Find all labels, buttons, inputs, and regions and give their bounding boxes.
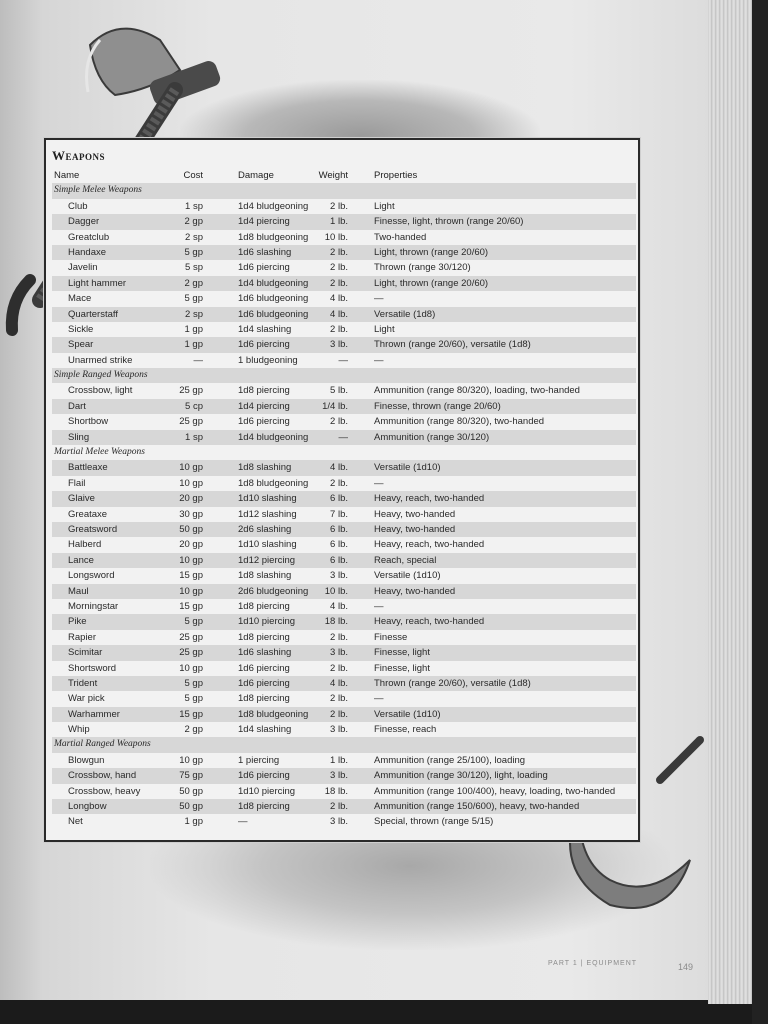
cell-damage: 1d12 piercing (238, 554, 296, 566)
table-row (52, 245, 636, 260)
category-label: Simple Melee Weapons (54, 185, 142, 196)
cell-cost: 25 gp (179, 631, 203, 643)
cell-cost: 5 gp (184, 293, 203, 305)
category-label: Martial Ranged Weapons (54, 739, 151, 750)
table-row (52, 260, 636, 275)
cell-damage: 1d4 bludgeoning (238, 277, 309, 289)
header-name: Name (54, 170, 80, 181)
cell-weight: 2 lb. (330, 277, 348, 289)
table-row (52, 199, 636, 214)
cell-cost: 10 gp (179, 477, 203, 489)
cell-name: Greatclub (68, 231, 110, 243)
cell-weight: 4 lb. (330, 677, 348, 689)
cell-weight: 3 lb. (330, 770, 348, 782)
cell-weight: 18 lb. (324, 616, 348, 628)
cell-properties: Ammunition (range 25/100), loading (374, 754, 526, 766)
cell-properties: Ammunition (range 30/120), light, loading (374, 770, 548, 782)
cell-damage: 1d4 slashing (238, 323, 292, 335)
cell-name: Longbow (68, 801, 107, 813)
cell-cost: 1 gp (184, 816, 203, 828)
cell-properties: Heavy, two-handed (374, 585, 456, 597)
footer-section-label: PART 1 | EQUIPMENT (548, 960, 638, 967)
cell-damage: 1d8 piercing (238, 600, 290, 612)
cell-name: Greataxe (68, 508, 108, 520)
cell-cost: 15 gp (179, 600, 203, 612)
book-spine-shadow (752, 0, 768, 1024)
header-properties: Properties (374, 170, 418, 181)
cell-properties: Heavy, reach, two-handed (374, 493, 485, 505)
cell-damage: 1d6 bludgeoning (238, 293, 309, 305)
cell-name: Mace (68, 293, 92, 305)
cell-damage: 1d4 piercing (238, 400, 290, 412)
cell-name: Pike (68, 616, 87, 628)
cell-damage: 1d8 slashing (238, 570, 292, 582)
table-row (52, 491, 636, 506)
cell-cost: 30 gp (179, 508, 203, 520)
cell-name: Shortbow (68, 416, 109, 428)
cell-damage: 1d8 slashing (238, 462, 292, 474)
weapons-table-panel (44, 138, 640, 842)
cell-weight: 3 lb. (330, 339, 348, 351)
page-number: 149 (678, 962, 694, 972)
cell-name: Greatsword (68, 523, 118, 535)
cell-damage: 1d8 bludgeoning (238, 477, 309, 489)
cell-weight: 2 lb. (330, 323, 348, 335)
cell-weight: 10 lb. (324, 231, 348, 243)
cell-damage: 1d8 bludgeoning (238, 708, 309, 720)
table-header-row (52, 168, 636, 183)
cell-weight: 2 lb. (330, 662, 348, 674)
cell-weight: 6 lb. (330, 523, 348, 535)
cell-cost: 75 gp (179, 770, 203, 782)
table-row (52, 768, 636, 783)
cell-weight: 3 lb. (330, 724, 348, 736)
cell-damage: 1d8 piercing (238, 631, 290, 643)
cell-damage: 1 bludgeoning (238, 354, 298, 366)
cell-damage: 1 piercing (238, 754, 280, 766)
cell-name: Dagger (68, 216, 100, 228)
cell-damage: — (238, 816, 248, 828)
table-row (52, 584, 636, 599)
cell-cost: 20 gp (179, 539, 203, 551)
table-row (52, 214, 636, 229)
cell-cost: 1 sp (185, 200, 203, 212)
cell-properties: Two-handed (374, 231, 427, 243)
cell-properties: Versatile (1d10) (374, 462, 441, 474)
cell-damage: 1d4 piercing (238, 216, 290, 228)
cell-cost: 20 gp (179, 493, 203, 505)
cell-cost: 5 cp (185, 400, 203, 412)
cell-cost: 50 gp (179, 523, 203, 535)
cell-properties: Heavy, two-handed (374, 508, 456, 520)
cell-damage: 1d6 slashing (238, 647, 292, 659)
category-row (52, 445, 636, 460)
table-row (52, 353, 636, 368)
table-row (52, 722, 636, 737)
cell-cost: 15 gp (179, 708, 203, 720)
table-row (52, 476, 636, 491)
cell-weight: 2 lb. (330, 477, 348, 489)
header-cost: Cost (183, 170, 203, 181)
cell-damage: 1d8 piercing (238, 385, 290, 397)
cell-cost: 25 gp (179, 416, 203, 428)
cell-damage: 1d10 slashing (238, 493, 297, 505)
cell-name: Sickle (68, 323, 94, 335)
cell-cost: 5 sp (185, 262, 203, 274)
table-row (52, 460, 636, 475)
cell-properties: Light (374, 323, 395, 335)
cell-properties: Heavy, two-handed (374, 523, 456, 535)
cell-weight: 2 lb. (330, 631, 348, 643)
cell-cost: 2 sp (185, 308, 203, 320)
table-row (52, 307, 636, 322)
cell-cost: 1 gp (184, 339, 203, 351)
cell-name: Longsword (68, 570, 115, 582)
cell-damage: 1d6 piercing (238, 770, 290, 782)
cell-cost: 1 gp (184, 323, 203, 335)
cell-properties: Ammunition (range 30/120) (374, 431, 490, 443)
category-label: Simple Ranged Weapons (54, 370, 148, 381)
cell-cost: 50 gp (179, 801, 203, 813)
cell-properties: Reach, special (374, 554, 437, 566)
cell-properties: — (374, 600, 384, 612)
table-row (52, 230, 636, 245)
cell-cost: — (193, 354, 203, 366)
cell-weight: 2 lb. (330, 801, 348, 813)
cell-name: Spear (68, 339, 94, 351)
cell-damage: 1d4 slashing (238, 724, 292, 736)
cell-cost: 25 gp (179, 385, 203, 397)
cell-properties: Finesse, light, thrown (range 20/60) (374, 216, 524, 228)
cell-weight: 7 lb. (330, 508, 348, 520)
cell-damage: 1d8 piercing (238, 693, 290, 705)
cell-properties: Finesse, thrown (range 20/60) (374, 400, 501, 412)
cell-name: Morningstar (68, 600, 119, 612)
cell-name: Shortsword (68, 662, 117, 674)
cell-weight: 2 lb. (330, 708, 348, 720)
cell-name: Club (68, 200, 88, 212)
cell-properties: Light, thrown (range 20/60) (374, 277, 489, 289)
cell-name: Unarmed strike (68, 354, 133, 366)
cell-properties: Ammunition (range 100/400), heavy, loading, two-handed (374, 785, 616, 797)
category-label: Martial Melee Weapons (54, 447, 145, 458)
cell-name: Maul (68, 585, 89, 597)
cell-properties: Finesse, light (374, 647, 430, 659)
cell-damage: 1d6 piercing (238, 662, 290, 674)
table-row (52, 276, 636, 291)
cell-name: Blowgun (68, 754, 105, 766)
cell-name: Handaxe (68, 246, 107, 258)
cell-damage: 2d6 bludgeoning (238, 585, 309, 597)
table-row (52, 383, 636, 398)
cell-cost: 25 gp (179, 647, 203, 659)
cell-weight: 2 lb. (330, 693, 348, 705)
cell-cost: 2 sp (185, 231, 203, 243)
table-row (52, 784, 636, 799)
cell-damage: 1d6 piercing (238, 416, 290, 428)
table-row (52, 814, 636, 829)
cell-properties: Light (374, 200, 395, 212)
header-weight: Weight (318, 170, 348, 181)
table-row (52, 614, 636, 629)
cell-properties: Special, thrown (range 5/15) (374, 816, 494, 828)
cell-damage: 1d4 bludgeoning (238, 431, 309, 443)
cell-damage: 1d6 slashing (238, 246, 292, 258)
table-title: Weapons (52, 148, 106, 163)
cell-weight: 2 lb. (330, 416, 348, 428)
cell-damage: 2d6 slashing (238, 523, 292, 535)
cell-weight: 2 lb. (330, 246, 348, 258)
cell-cost: 5 gp (184, 246, 203, 258)
cell-cost: 10 gp (179, 662, 203, 674)
cell-damage: 1d12 slashing (238, 508, 297, 520)
table-row (52, 553, 636, 568)
cell-cost: 5 gp (184, 616, 203, 628)
cell-damage: 1d10 piercing (238, 785, 296, 797)
table-row (52, 661, 636, 676)
cell-properties: Versatile (1d10) (374, 708, 441, 720)
cell-name: Trident (68, 677, 98, 689)
cell-damage: 1d6 bludgeoning (238, 308, 309, 320)
category-row (52, 368, 636, 383)
header-damage: Damage (238, 170, 274, 181)
cell-weight: 1 lb. (330, 754, 348, 766)
table-row (52, 707, 636, 722)
cell-name: Lance (68, 554, 94, 566)
table-row (52, 507, 636, 522)
cell-properties: Thrown (range 20/60), versatile (1d8) (374, 339, 531, 351)
cell-properties: — (374, 693, 384, 705)
cell-properties: Light, thrown (range 20/60) (374, 246, 489, 258)
cell-properties: Versatile (1d8) (374, 308, 436, 320)
cell-name: Net (68, 816, 83, 828)
cell-name: Halberd (68, 539, 102, 551)
table-row (52, 676, 636, 691)
cell-name: Quarterstaff (68, 308, 118, 320)
cell-weight: 6 lb. (330, 539, 348, 551)
cell-cost: 10 gp (179, 754, 203, 766)
cell-name: Whip (68, 724, 90, 736)
table-row (52, 337, 636, 352)
table-row (52, 630, 636, 645)
table-row (52, 414, 636, 429)
cell-properties: Finesse, reach (374, 724, 437, 736)
cell-weight: 2 lb. (330, 200, 348, 212)
cell-damage: 1d10 slashing (238, 539, 297, 551)
table-row (52, 645, 636, 660)
cell-name: Glaive (68, 493, 95, 505)
table-row (52, 537, 636, 552)
weapons-table (52, 168, 636, 830)
cell-damage: 1d6 piercing (238, 339, 290, 351)
cell-name: Light hammer (68, 277, 127, 289)
category-row (52, 183, 636, 198)
cell-name: Crossbow, heavy (68, 785, 141, 797)
cell-name: Scimitar (68, 647, 103, 659)
cell-properties: Finesse (374, 631, 408, 643)
table-row (52, 430, 636, 445)
cell-damage: 1d8 piercing (238, 801, 290, 813)
cell-weight: 4 lb. (330, 308, 348, 320)
page-edges (708, 0, 754, 1004)
table-row (52, 291, 636, 306)
cell-cost: 5 gp (184, 677, 203, 689)
cell-cost: 2 gp (184, 277, 203, 289)
cell-weight: 4 lb. (330, 293, 348, 305)
cell-weight: 6 lb. (330, 493, 348, 505)
table-row (52, 691, 636, 706)
cell-cost: 2 gp (184, 216, 203, 228)
cell-damage: 1d6 piercing (238, 262, 290, 274)
cell-properties: Ammunition (range 150/600), heavy, two-handed (374, 801, 580, 813)
cell-name: Dart (68, 400, 86, 412)
cell-weight: 1 lb. (330, 216, 348, 228)
table-row (52, 799, 636, 814)
cell-cost: 1 sp (185, 431, 203, 443)
cell-properties: Heavy, reach, two-handed (374, 539, 485, 551)
cell-damage: 1d6 piercing (238, 677, 290, 689)
cell-weight: 3 lb. (330, 816, 348, 828)
cell-cost: 10 gp (179, 462, 203, 474)
cell-name: Flail (68, 477, 86, 489)
cell-weight: 3 lb. (330, 647, 348, 659)
table-row (52, 599, 636, 614)
table-row (52, 399, 636, 414)
cell-weight: 2 lb. (330, 262, 348, 274)
cell-name: Javelin (68, 262, 98, 274)
cell-properties: Thrown (range 20/60), versatile (1d8) (374, 677, 531, 689)
cell-weight: 1/4 lb. (322, 400, 348, 412)
cell-weight: 4 lb. (330, 462, 348, 474)
category-row (52, 737, 636, 752)
table-row (52, 522, 636, 537)
cell-cost: 10 gp (179, 554, 203, 566)
cell-name: Crossbow, hand (68, 770, 137, 782)
table-row (52, 568, 636, 583)
cell-name: War pick (68, 693, 105, 705)
cell-properties: Ammunition (range 80/320), two-handed (374, 416, 545, 428)
cell-properties: Heavy, reach, two-handed (374, 616, 485, 628)
cell-weight: 18 lb. (324, 785, 348, 797)
cell-weight: 10 lb. (324, 585, 348, 597)
cell-damage: 1d4 bludgeoning (238, 200, 309, 212)
cell-weight: 6 lb. (330, 554, 348, 566)
cell-name: Crossbow, light (68, 385, 133, 397)
cell-weight: — (338, 354, 348, 366)
cell-weight: — (338, 431, 348, 443)
cell-properties: Versatile (1d10) (374, 570, 441, 582)
cell-properties: — (374, 354, 384, 366)
cell-properties: Thrown (range 30/120) (374, 262, 471, 274)
cell-cost: 15 gp (179, 570, 203, 582)
table-row (52, 322, 636, 337)
cell-name: Battleaxe (68, 462, 108, 474)
cell-properties: — (374, 293, 384, 305)
table-row (52, 753, 636, 768)
cell-name: Rapier (68, 631, 96, 643)
cell-damage: 1d10 piercing (238, 616, 296, 628)
cell-weight: 5 lb. (330, 385, 348, 397)
cell-cost: 2 gp (184, 724, 203, 736)
cell-name: Sling (68, 431, 90, 443)
cell-cost: 5 gp (184, 693, 203, 705)
cell-properties: Finesse, light (374, 662, 430, 674)
cell-damage: 1d8 bludgeoning (238, 231, 309, 243)
cell-name: Warhammer (68, 708, 120, 720)
cell-properties: Ammunition (range 80/320), loading, two-handed (374, 385, 580, 397)
cell-cost: 10 gp (179, 585, 203, 597)
cell-weight: 4 lb. (330, 600, 348, 612)
cell-properties: — (374, 477, 384, 489)
cell-weight: 3 lb. (330, 570, 348, 582)
cell-cost: 50 gp (179, 785, 203, 797)
